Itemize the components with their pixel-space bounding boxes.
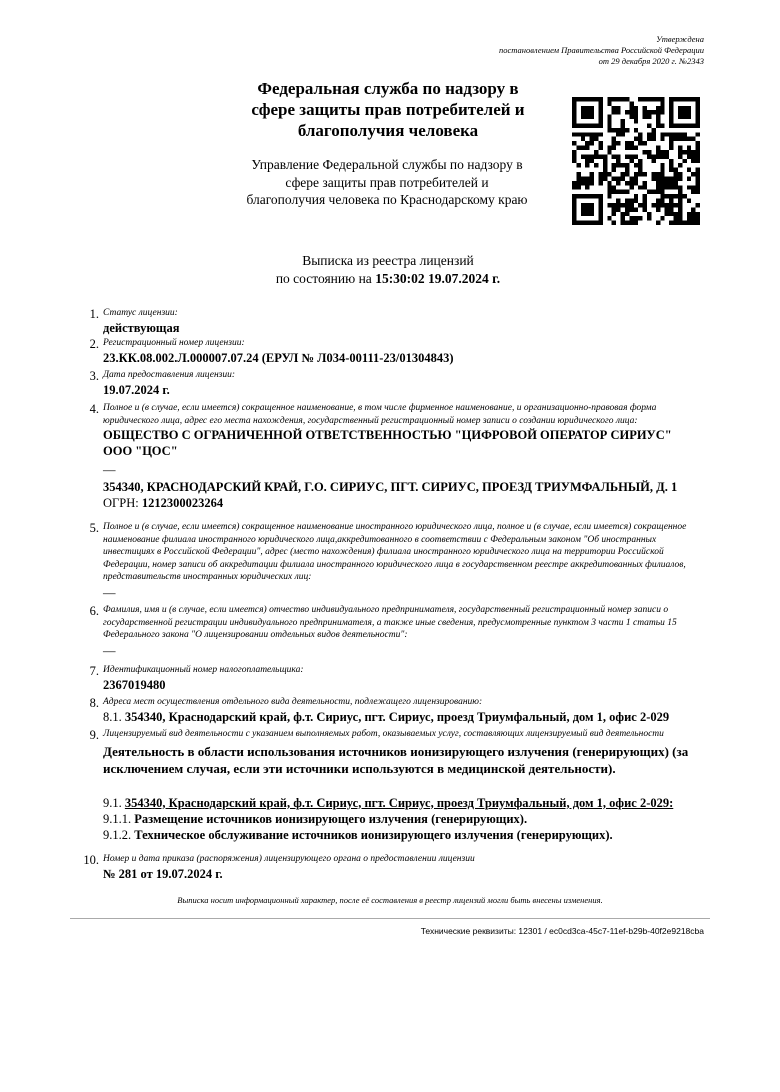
ogrn-value: 1212300023264 — [141, 496, 224, 510]
entity-ogrn — [103, 495, 703, 511]
technical-details: Технические реквизиты: 12301 / ec0cd3ca-45c7-11ef-b29b-40f2e9218cba — [420, 926, 704, 936]
item-label: Адреса мест осуществления отдельного вида деятельности, подлежащего лицензированию: — [103, 697, 483, 707]
entity-short-name: ООО "ЦОС" — [103, 444, 178, 458]
department-line-1: Управление Федеральной службы по надзору в — [251, 157, 523, 172]
item-number: 1. — [89, 307, 99, 321]
sub-value: 354340, Краснодарский край, ф.т. Сириус, пгт. Сириус, проезд Триумфальный, дом 1, офис 2-029 — [124, 709, 670, 724]
item-number: 10. — [83, 853, 99, 867]
grant-date-value: 19.07.2024 г. — [103, 382, 170, 397]
work-9-1-1 — [103, 811, 703, 827]
work-9-1-2 — [103, 827, 703, 843]
item-label: Фамилия, имя и (в случае, если имеется) отчество индивидуального предпринимателя, государственный регистрационный номер записи о государственной регистрации индивидуального предпринимателя, а также иные сведения, предусмотренные пунктом 3 части 1 статьи 15 Федерального закона "О лицензировании отдельных видов деятельности": — [103, 605, 677, 640]
extract-title: Выписка из реестра лицензий — [302, 253, 474, 268]
item-grant-date — [89, 369, 703, 398]
extract-as-of — [200, 270, 576, 288]
item-label: Статус лицензии: — [103, 308, 178, 318]
ogrn-label: ОГРН: — [103, 496, 139, 510]
item-label: Идентификационный номер налогоплательщика: — [103, 665, 304, 675]
foreign-entity-dash: — — [103, 585, 116, 600]
approved-line-2: постановлением Правительства Российской Федерации — [498, 45, 704, 55]
qr-code — [572, 97, 700, 225]
sub-value: Размещение источников ионизирующего излучения (генерирующих). — [134, 811, 528, 826]
item-label: Полное и (в случае, если имеется) сокращенное наименование иностранного юридического лица, полное и (в случае, если имеется) сокращенное наименование филиала иностранного юридического лица,аккредитованного в соответствии с Федеральным законом "Об иностранных инвестициях в Российской Федерации", адрес (место нахождения) филиала иностранного юридического лица на территории Российской Федерации, номер записи об аккредитации филиала иностранного юридического лица в государственном реестре аккредитованных филиалов, представительств иностранных юридических лиц: — [103, 522, 687, 582]
agency-title-line-3: благополучия человека — [297, 121, 479, 140]
item-foreign-entity — [89, 521, 703, 600]
inn-value: 2367019480 — [103, 677, 166, 692]
item-number: 4. — [89, 402, 99, 416]
item-number: 8. — [89, 696, 99, 710]
department-title — [226, 156, 548, 209]
as-of-value: 15:30:02 19.07.2024 г. — [375, 271, 501, 286]
sub-value: 354340, Краснодарский край, ф.т. Сириус, пгт. Сириус, проезд Триумфальный, дом 1, офис 2-029: — [124, 795, 674, 810]
entity-empty-dash: — — [103, 463, 116, 477]
item-licensed-activity — [89, 728, 703, 843]
department-line-2: сфере защиты прав потребителей и — [285, 174, 489, 190]
activity-address-8-1 — [103, 709, 703, 725]
item-legal-entity — [89, 402, 703, 511]
item-reg-number — [89, 337, 703, 366]
item-label: Номер и дата приказа (распоряжения) лицензирующего органа о предоставлении лицензии — [103, 854, 475, 864]
item-status — [89, 307, 703, 336]
item-order — [83, 853, 703, 882]
item-label: Регистрационный номер лицензии: — [103, 338, 245, 348]
licensed-activity-value: Деятельность в области использования источников ионизирующего излучения (генерирующих) (за исключением случая, если эти источники используются в медицинской деятельности). — [103, 743, 689, 776]
item-number: 6. — [89, 604, 99, 618]
item-label: Лицензируемый вид деятельности с указанием выполняемых работ, оказываемых услуг, составляющих лицензируемый вид деятельности — [103, 729, 664, 739]
approved-line-3: от 29 декабря 2020 г. №2343 — [598, 56, 704, 66]
disclaimer-note: Выписка носит информационный характер, после её составления в реестр лицензий могли быть внесены изменения. — [177, 895, 603, 905]
item-number: 2. — [89, 337, 99, 351]
item-entrepreneur — [89, 604, 703, 658]
sub-number: 9.1. — [103, 795, 122, 810]
approval-stamp — [499, 34, 704, 67]
item-label: Полное и (в случае, если имеется) сокращенное наименование, в том числе фирменное наименование, и организационно-правовая форма юридического лица, адрес его места нахождения, государственный регистрационный номер записи о создании юридического лица: — [103, 403, 657, 426]
item-label: Дата предоставления лицензии: — [103, 370, 236, 380]
sub-number: 9.1.1. — [103, 811, 132, 826]
license-status-value: действующая — [103, 320, 180, 335]
order-value: № 281 от 19.07.2024 г. — [103, 866, 223, 881]
entity-address: 354340, КРАСНОДАРСКИЙ КРАЙ, Г.О. СИРИУС, ПГТ. СИРИУС, ПРОЕЗД ТРИУМФАЛЬНЫЙ, Д. 1 — [103, 480, 678, 494]
entrepreneur-dash: — — [103, 643, 116, 658]
item-inn — [89, 664, 703, 693]
item-number: 3. — [89, 369, 99, 383]
license-number-value: 23.КК.08.002.Л.000007.07.24 (ЕРУЛ № Л034-00111-23/01304843) — [103, 350, 454, 365]
item-number: 9. — [89, 728, 99, 742]
sub-value: Техническое обслуживание источников ионизирующего излучения (генерирующих). — [134, 827, 613, 842]
as-of-prefix: по состоянию на — [275, 271, 372, 286]
item-number: 5. — [89, 521, 99, 535]
approved-line-1: Утверждена — [656, 34, 704, 44]
extract-heading — [200, 252, 576, 288]
footer-divider — [70, 918, 710, 919]
sub-number: 9.1.2. — [103, 827, 132, 842]
agency-title-line-1: Федеральная служба по надзору в — [257, 79, 519, 98]
entity-full-name: ОБЩЕСТВО С ОГРАНИЧЕННОЙ ОТВЕТСТВЕННОСТЬЮ "ЦИФРОВОЙ ОПЕРАТОР СИРИУС" — [103, 428, 672, 442]
activity-address-9-1 — [103, 795, 703, 811]
agency-title — [230, 78, 546, 141]
department-line-3: благополучия человека по Краснодарскому краю — [246, 192, 528, 207]
item-activity-addresses — [89, 696, 703, 725]
item-number: 7. — [89, 664, 99, 678]
sub-number: 8.1. — [103, 709, 122, 724]
agency-title-line-2: сфере защиты прав потребителей и — [251, 100, 525, 119]
